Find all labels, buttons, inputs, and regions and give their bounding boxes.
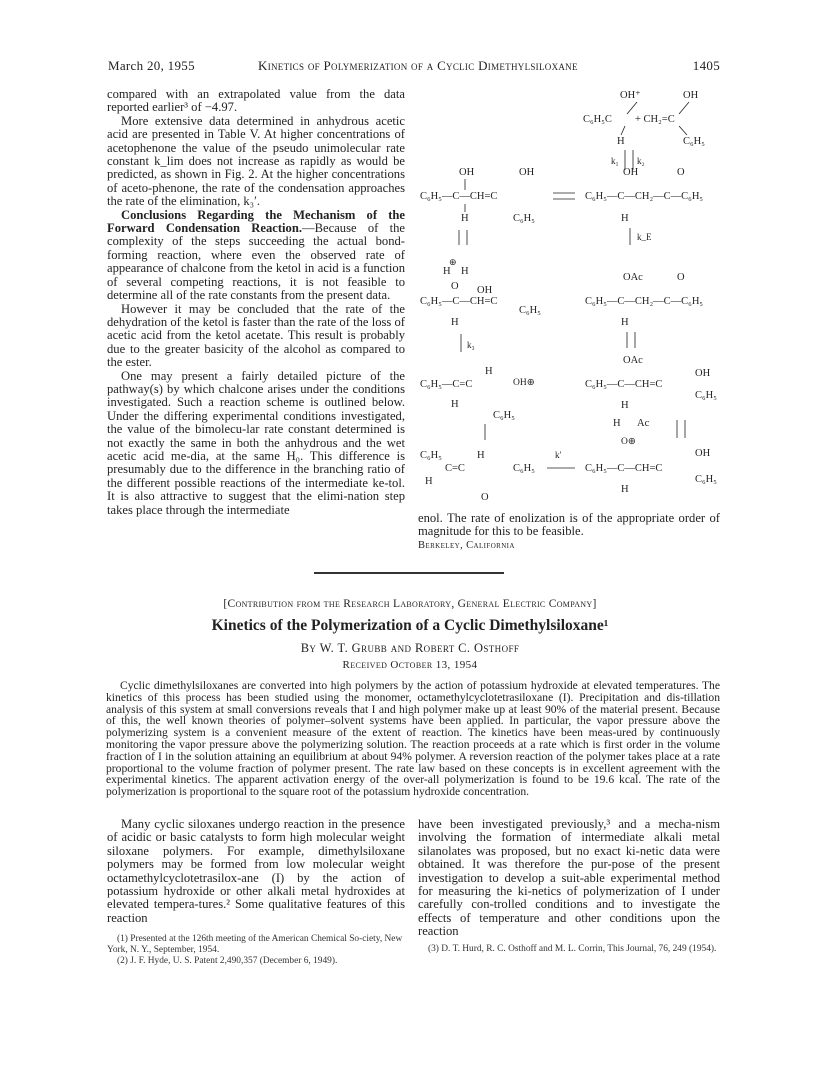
scheme-label: C₆H₅: [695, 390, 717, 401]
scheme-label: H: [621, 213, 629, 224]
footnote: (1) Presented at the 126th meeting of the American Chemical So-ciety, New York, N. Y., September, 1954.: [107, 934, 403, 955]
paragraph: enol. The rate of enolization is of the appropriate order of magnitude for this to be feasible.: [418, 511, 720, 539]
scheme-label: H: [621, 400, 629, 411]
article-title: Kinetics of the Polymerization of a Cyclic Dimethylsiloxane¹: [211, 617, 609, 634]
rate-constant: k′: [555, 450, 562, 460]
scheme-label: C₆H₅: [683, 136, 705, 147]
abstract: Cyclic dimethylsiloxanes are converted into high polymers by the action of potassium hydroxide at elevated temperatures. The kinetics of this process has been studied using the monomer, octamethylcyclotetrasiloxane (I). Precipitation and dis-tillation analysis of this system at small conversions reveals that I and high polymer make up at least 90% of the material present. Because of this, the well known theories of polymer–solvent systems have been applied. In particular, the vapor pressure above the polymerizing system is a convenient measure of the extent of reaction. The kinetics have been meas-ured by continuously monitoring the vapor pressure above the polymerizing solution. The reaction proceeds at a rate which is first order in the volume fraction of I in the solution attaining an equilibrium at about 94% polymer. A reversion reaction of the polymer takes place at a rate proportional to the volume fraction of polymer present. The rate law based on these concepts is in excellent agreement with the experimental kinetics. The apparent activation energy of the over-all polymerization is found to be 19.6 kcal. The rate of the polymerization is proportional to the square root of the potassium hydroxide concentration.: [106, 679, 720, 799]
article-authors: By W. T. Grubb and Robert C. Osthoff: [300, 641, 520, 655]
scheme-structure: C₆H₅—C=C: [420, 379, 473, 390]
scheme-label: H: [461, 266, 469, 277]
scheme-label: H: [621, 317, 629, 328]
footnote: (3) D. T. Hurd, R. C. Osthoff and M. L. Corrin, This Journal, 76, 249 (1954).: [428, 944, 717, 954]
scheme-label: OH: [519, 167, 535, 178]
scheme-label: O: [451, 281, 459, 292]
scheme-label: OH⊕: [513, 378, 535, 388]
scheme-structure: C₆H₅—C—CH=C: [420, 191, 498, 202]
scheme-label: H: [477, 450, 485, 461]
scheme-label: H: [425, 476, 433, 487]
scheme-label: C₆H₅: [519, 305, 541, 316]
contribution-line: [Contribution from the Research Laboratory, General Electric Company]: [223, 598, 597, 610]
scheme-label: H: [485, 366, 493, 377]
scheme-label: O: [677, 272, 685, 283]
paragraph: have been investigated previously,³ and a mecha-nism involving the formation of intermediate alkali metal silanolates was proposed, but no exact ki-netic data were obtained. It was therefore the pur-pose of the present investigation to develop a suit-able experimental method for measuring the ki-netics of polymerization of I under carefully con-trolled conditions and to investigate the effects of temperature and other conditions upon the reaction: [418, 817, 720, 939]
paragraph: compared with an extrapolated value from the data reported earlier³ of −4.97.: [107, 87, 405, 115]
paragraph: However it may be concluded that the rate of the dehydration of the ketol is faster than the rate of the loss of acetic acid from the ketol acetate. This result is probably due to the greater basicity of the alcohol as compared to the ester.: [107, 301, 405, 370]
reaction-scheme: [415, 80, 725, 510]
scheme-label: OH: [459, 167, 475, 178]
scheme-label: OAc: [623, 355, 643, 366]
body-right-column: [418, 818, 720, 939]
right-column-tail: [418, 512, 720, 539]
scheme-structure: C=C: [445, 463, 465, 474]
scheme-label: H: [443, 266, 451, 277]
scheme-label: C₆H₅: [513, 463, 535, 474]
scheme-label: H: [461, 213, 469, 224]
footnote: (2) J. F. Hyde, U. S. Patent 2,490,357 (December 6, 1949).: [117, 956, 338, 966]
running-head: [108, 58, 720, 74]
rate-constant: k₁: [611, 156, 619, 166]
scheme-label: H: [617, 136, 625, 147]
affiliation: Berkeley, California: [418, 540, 515, 551]
paragraph-text: —Because of the complexity of the steps succeeding the actual bond-forming reaction, where even the observed rate of appearance of chalcone from the ketol in acid is a function of several competing reactions, it is not feasible to determine all of the rate constants from the present data.: [107, 221, 405, 303]
scheme-label: O: [677, 167, 685, 178]
received-date: Received October 13, 1954: [342, 659, 478, 671]
header-date: March 20, 1955: [108, 58, 195, 73]
scheme-label: OH: [695, 368, 711, 379]
body-left-column: [107, 818, 405, 925]
scheme-label: C₆H₅: [695, 474, 717, 485]
scheme-structure: C₆H₅—C—CH=C: [585, 463, 663, 474]
rate-constant: k₃: [467, 340, 475, 350]
scheme-label: C₆H₅: [513, 213, 535, 224]
left-column-text: [107, 88, 405, 517]
scheme-label: OH: [623, 167, 639, 178]
scheme-label: O: [481, 492, 489, 503]
scheme-label: C₆H₅: [493, 410, 515, 421]
scheme-label: O⊕: [621, 437, 636, 447]
scheme-label: + CH₂=C: [635, 114, 675, 125]
footnotes-left: [107, 934, 405, 967]
scheme-label: H: [613, 418, 621, 429]
scheme-label: H: [451, 317, 459, 328]
paragraph: Many cyclic siloxanes undergo reaction in the presence of acidic or basic catalysts to form high molecular weight siloxane polymers. For example, dimethylsiloxane polymers may be formed from low molecular weight octamethylcyclotetrasilox-ane (I) by the action of potassium hydroxide or other alkali metal hydroxides at elevated tempera-tures.² Some qualitative features of this reaction: [107, 817, 405, 925]
paragraph: One may present a fairly detailed picture of the pathway(s) by which chalcone arises under the conditions investigated. Such a reaction scheme is outlined below. Under the differing experimental conditions investigated, the value of the bimolecu-lar rate constant determined is not exactly the same in both the anhydrous and the wet acetic acid me-dia, at the same H₀. This difference is presumably due to the difference in the branching ratio of the different possible reactions of the intermediate ke-tol. It is also attractive to suggest that the elimi-nation step takes place through the intermediate: [107, 368, 405, 517]
scheme-structure: C₆H₅—C—CH=C: [420, 296, 498, 307]
scheme-label: OH: [477, 285, 493, 296]
scheme-structure: C₆H₅—C—CH₂—C—C₆H₅: [585, 191, 704, 202]
section-heading: Conclusions Regarding the Mechanism of the Forward Condensation Reaction.: [107, 207, 405, 236]
section-divider: [314, 572, 504, 574]
scheme-label: OAc: [623, 272, 643, 283]
rate-constant: k_E: [637, 232, 652, 242]
paragraph: [107, 209, 405, 303]
header-title: Kinetics of Polymerization of a Cyclic Dimethylsiloxane: [258, 58, 578, 73]
scheme-label: H: [451, 399, 459, 410]
scheme-label: Ac: [637, 418, 650, 429]
scheme-label: C₆H₅: [420, 450, 442, 461]
scheme-label: OH: [683, 90, 699, 101]
scheme-label: H: [621, 484, 629, 495]
scheme-structure: C₆H₅—C—CH=C: [585, 379, 663, 390]
scheme-label: ⊕: [449, 257, 457, 267]
rate-constant: k₂: [637, 156, 645, 166]
header-page-number: 1405: [692, 58, 720, 73]
scheme-label: C₆H₅C: [583, 114, 612, 125]
scheme-label: OH: [695, 448, 711, 459]
scheme-structure: C₆H₅—C—CH₂—C—C₆H₅: [585, 296, 704, 307]
scheme-label: OH⁺: [620, 90, 641, 101]
footnotes-right: [418, 944, 720, 955]
paragraph: More extensive data determined in anhydrous acetic acid are presented in Table V. At higher concentrations of acetophenone the value of the pseudo unimolecular rate constant k_lim does not increase as rapidly as would be predicted, as shown in Fig. 2. At the higher concentrations of aceto-phenone, the rate of the condensation approaches the rate of the elimination, k₃′.: [107, 113, 405, 209]
